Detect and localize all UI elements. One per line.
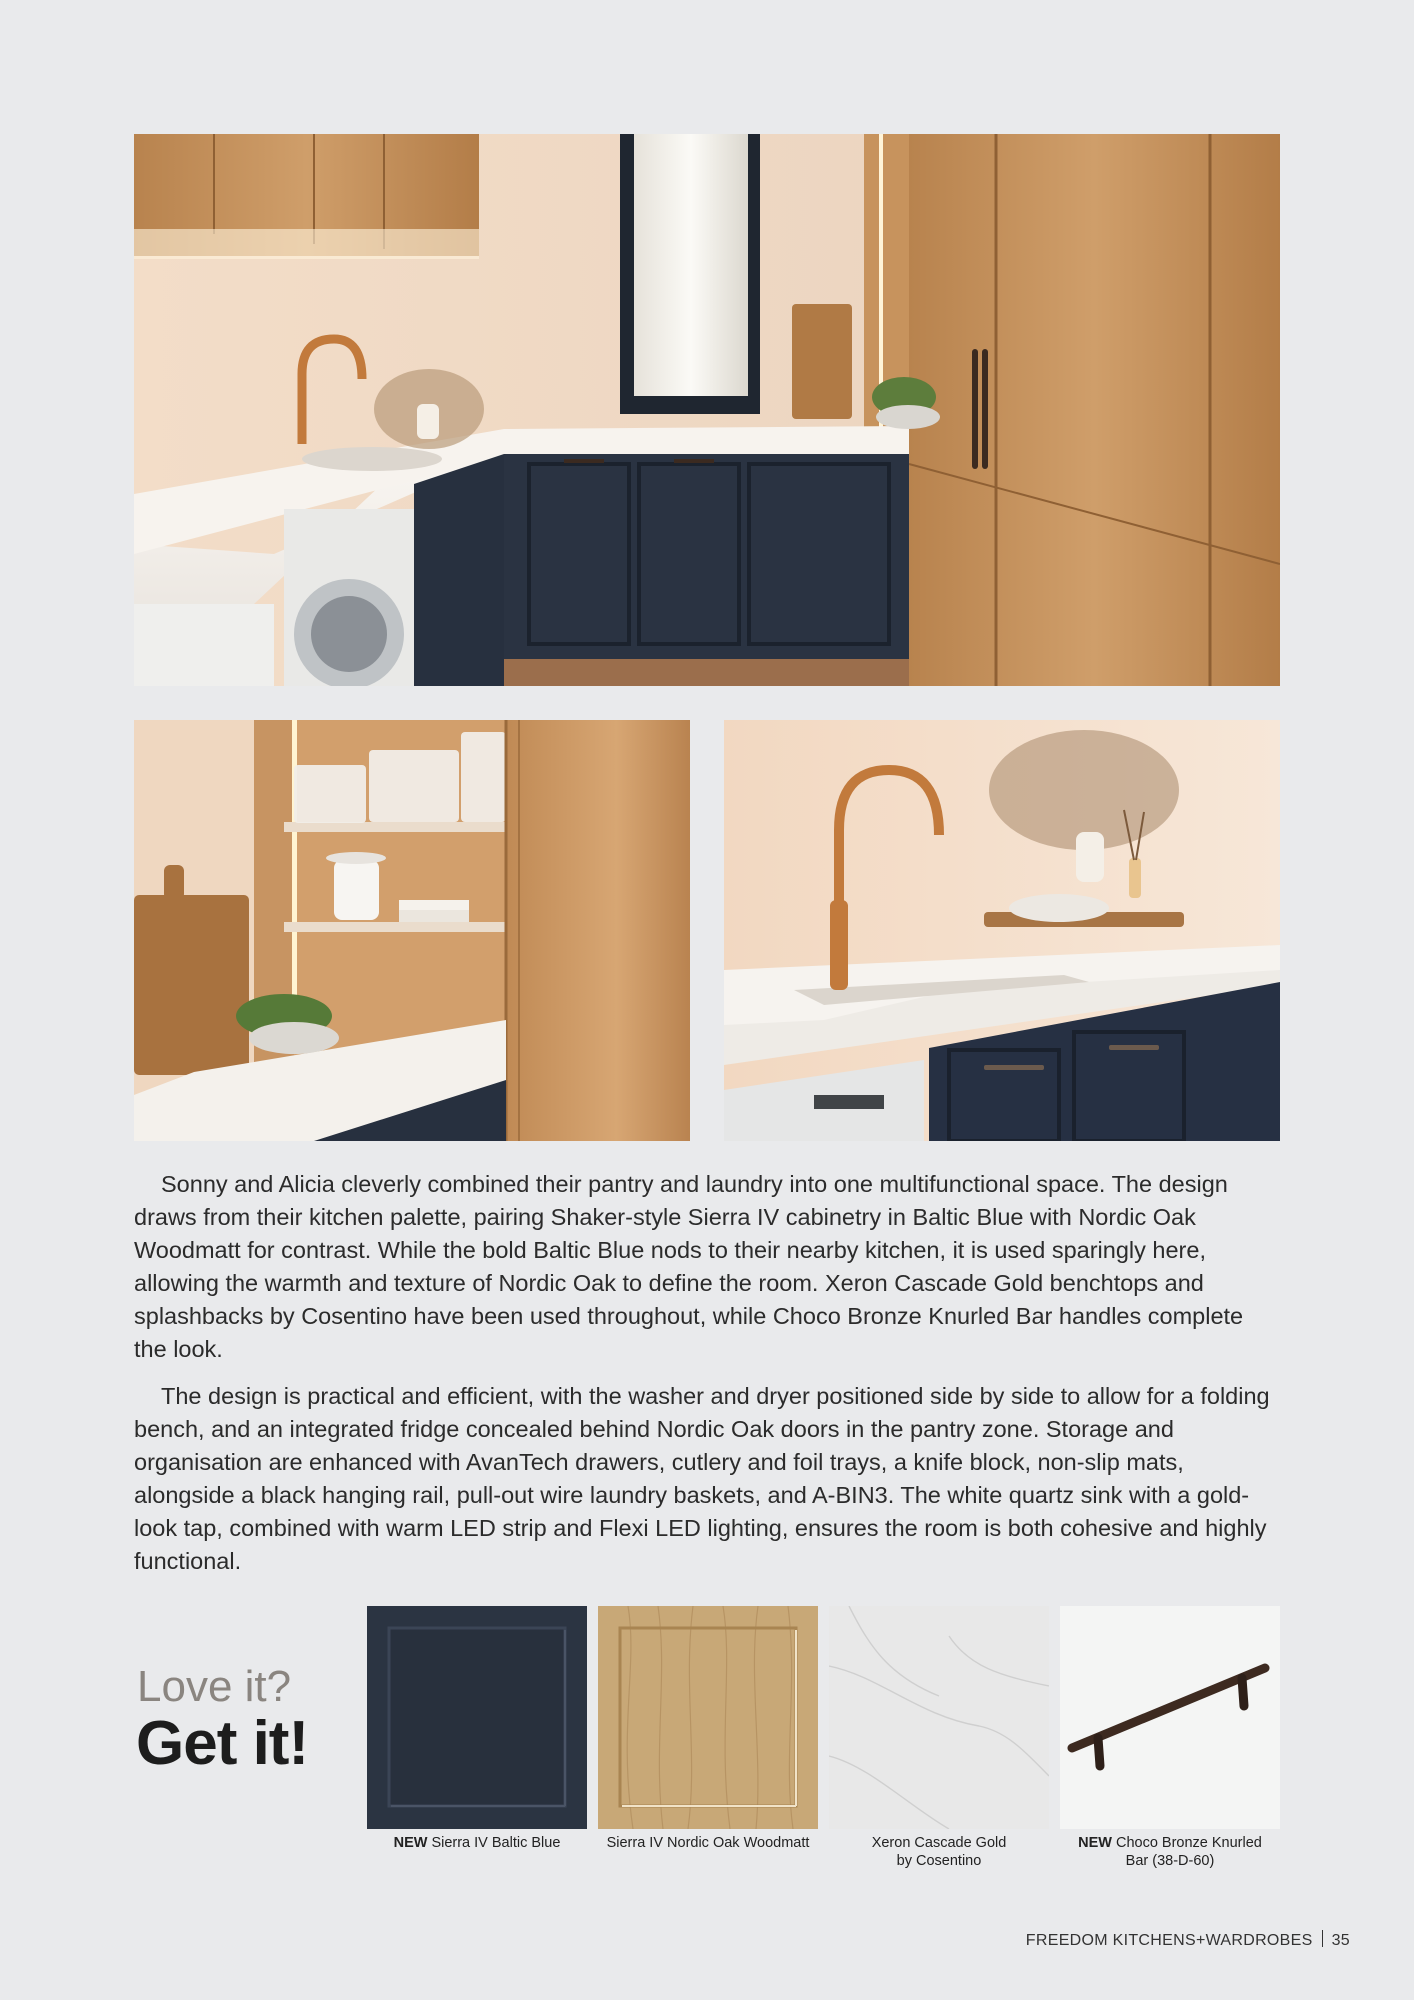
photo-sink-tap — [724, 720, 1280, 1141]
new-badge: NEW — [1078, 1835, 1112, 1851]
paragraph-practical-features: The design is practical and efficient, with the washer and dryer positioned side by side to allow for a folding bench, and an integrated fridge concealed behind Nordic Oak doors in the pantry zone. Storage and organisation are enhanced with AvanTech drawers, cutlery and foil trays, a knife block, non-slip mats, alongside a black hanging rail, pull-out wire laundry baskets, and A-BIN3. The white quartz sink with a gold-look tap, combined with warm LED strip and Flexi LED lighting, ensures the room is both cohesive and highly functional. — [134, 1383, 1270, 1574]
promo-love-it: Love it? — [137, 1662, 292, 1711]
footer-brand: FREEDOM KITCHENS+WARDROBES — [1025, 1932, 1313, 1949]
swatch-xeron-cascade — [829, 1606, 1049, 1829]
swatch-caption-baltic-blue: NEW Sierra IV Baltic Blue — [393, 1835, 561, 1851]
swatch-caption-choco-bronze: NEW Choco Bronze Knurled Bar (38-D-60) — [1078, 1835, 1262, 1869]
swatch-nordic-oak — [598, 1606, 818, 1829]
article-body — [134, 1168, 1282, 1592]
promo-get-it: Get it! — [136, 1709, 309, 1778]
swatch-caption-xeron-cascade: Xeron Cascade Gold by Cosentino — [871, 1835, 1007, 1869]
swatch-baltic-blue — [367, 1606, 587, 1829]
swatch-caption-nordic-oak: Sierra IV Nordic Oak Woodmatt — [606, 1835, 810, 1851]
photo-laundry-overview — [134, 134, 1280, 686]
page-number: 35 — [1331, 1932, 1350, 1949]
swatch-choco-bronze-handle — [1060, 1606, 1280, 1829]
paragraph-design-palette: Sonny and Alicia cleverly combined their pantry and laundry into one multifunctional space. The design draws from their kitchen palette, pairing Shaker-style Sierra IV cabinetry in Baltic Blue with Nordic Oak Woodmatt for contrast. While the bold Baltic Blue nods to their nearby kitchen, it is used sparingly here, allowing the warmth and texture of Nordic Oak to define the room. Xeron Cascade Gold benchtops and splashbacks by Cosentino have been used throughout, while Choco Bronze Knurled Bar handles complete the look. — [134, 1171, 1244, 1362]
photo-pantry-shelves — [134, 720, 690, 1141]
footer-divider — [1322, 1930, 1323, 1947]
page-footer — [1026, 1930, 1350, 1950]
new-badge: NEW — [393, 1835, 428, 1851]
